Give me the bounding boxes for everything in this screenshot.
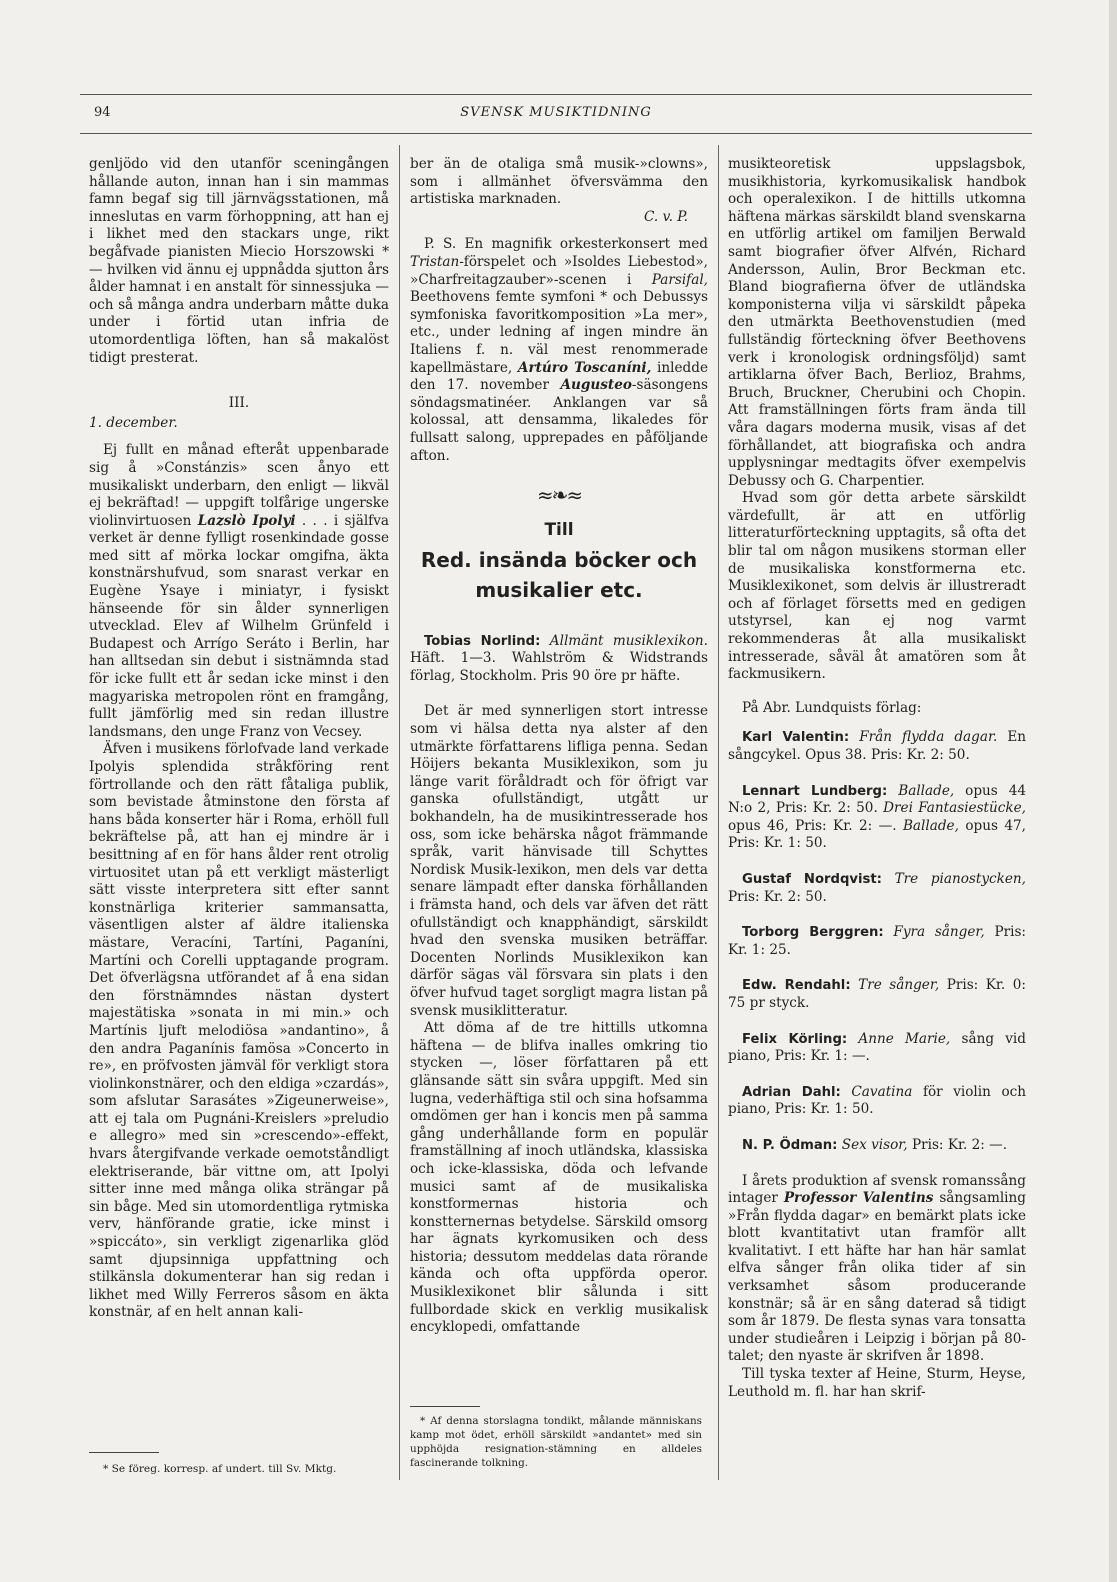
paragraph: Äfven i musikens förlofvade land verkade Ipolyis splendida stråkföring rent förtrollande och den rätt fåtaliga publik, som bevistade åtminstone den första af hans båda konserter här i Roma, erhöll full bekräftelse på, att han ej mindre är i besittning af en för hans ålder rent otrolig virtuositet utan på ett verkligt mästerligt sätt visste interpretera sitt efter sannt konstnärliga kriterier sammansatta, väsentligen alster af äldre italienska mästare, Veracíni, Tartíni, Paganíni, Martíni och Corelli upptagande program. Det öfverlägsna utförandet af å ena sidan den förstnämndes nästan dystert majestätiska »sonata in mi min.» och Martínis ljuft melodiösa »andantino», å den andra Paganínis famösa »Concerto in re», en pröfvosten jämväl för verkligt stora violinkonstnärer, och den eldiga »czardás», som afslutar Sarasátes »Zigeunerweise», att ej tala om Pugnáni-Kreislers »preludio e allegro» med sin »crescendo»-effekt, hvars återgifvande verkade oemotståndligt elektriserande, bär vittne om, att Ipolyi sitter inne med många olika strängar på sin båge. Med sin utomordentliga rytmiska verv, hänförande gratie, icke minst i »spiccáto», sin verkligt zigenarlika glöd samt djupsinniga uppfattning och stilkänsla dokumenterar han sig redan i likhet med Willy Ferreros såsom en äkta konstnär, af en helt annan kali-: [89, 741, 389, 1321]
paragraph: Ej fullt en månad efteråt uppenbarade sig å »Constánzis» scen ånyo ett musikaliskt underbarn, den enligt — likväl ej bekräftad! — uppgift tolfårige ungerske violinvirtuosen Lazslò Ipolyi . . . i själfva verket är denne fylligt rosenkindade gosse med sitt af mörka lockar omgifna, äkta konstnärshufvud, som snarast verkar en Eugène Ysaye i miniatyr, i fysiskt hänseende för sin ålder synnerligen utvecklad. Elev af Wilhelm Grünfeld i Budapest och Arrígo Seráto i Berlin, har han alltsedan sin debut i sistnämnda stad för icke fullt ett år sedan icke minst i den magyariska metropolen rönt en framgång, fullt jämförlig med sin redan illustre landsmans, den unge Franz von Vecsey.: [89, 442, 389, 740]
section-number: III.: [228, 395, 250, 412]
listing-entry: Torborg Berggren: Fyra sånger, Pris: Kr. 1: 25.: [728, 924, 1026, 958]
paragraph: ber än de otaliga små musik-»clowns», som i allmänhet öfversvämma den artistiska marknaden.: [410, 156, 708, 208]
footnote-rule: [410, 1406, 480, 1407]
ornament: ≈❧≈: [536, 483, 582, 508]
journal-title: SVENSK MUSIKTIDNING: [460, 105, 652, 120]
date-heading: 1. december.: [89, 414, 178, 431]
paragraph: Att döma af de tre hittills utkomna häftena — de blifva inalles omkring tio stycken —, löser författaren på ett glänsande sätt sin svåra uppgift. Med sin lugna, vederhäftiga stil och sina hofsamma omdömen ger han i koncis men på samma gång underhållande form en populär framställning af inoch utländska, klassiska och icke-klassiska, döda och lefvande musici samt af de musikaliska konstformernas historia och konstternernas betydelse. Särskild omsorg har ägnats kyrkomusiken och dess historia; dessutom meddelas data rörande kända och ofta uppförda operor. Musiklexikonet blir sålunda i sitt fullbordade skick en verklig musikalisk encyklopedi, omfattande: [410, 1020, 708, 1336]
paragraph: Hvad som gör detta arbete särskildt värdefullt, är att en utförlig litteraturförteckning upptagits, så ofta det blir tal om någon musikens storman eller de musikaliska konstformerna etc. Musiklexikonet, som delvis är illustreradt och af förlaget försetts med en gedigen utstyrsel, kan ej nog varmt rekommenderas åt alla musikaliskt intresserade, såväl åt amatören som åt fackmusikern.: [728, 490, 1026, 683]
paragraph: I årets produktion af svensk romanssång intager Professor Valentins sångsamling »Från flydda dagar» en bemärkt plats icke blott kvantitativt utan framför allt kvalitativt. I ett häfte har han här samlat elfva sånger från olika tider af sin verksamhet såsom producerande konstnär; så är en sång daterad så tidigt som år 1879. De flesta synas vara tonsatta under studieåren i Leipzig i början på 80-talet; den nyaste är skrifven år 1898.: [728, 1172, 1026, 1365]
paragraph: Till tyska texter af Heine, Sturm, Heyse, Leuthold m. fl. har han skrif-: [728, 1366, 1026, 1400]
notice-heading: Till Red. insända böcker och musikalier etc.: [420, 519, 698, 602]
listing-entry: N. P. Ödman: Sex visor, Pris: Kr. 2: —.: [742, 1136, 1008, 1153]
page-header: [80, 94, 1032, 134]
signature: C. v. P.: [644, 208, 688, 225]
paragraph: musikteoretisk uppslagsbok, musikhistoria, kyrkomusikalisk handbok och operalexikon. I de hittills utkomna häftena märkas särskildt bland svenskarna en utförlig artikel om familjen Berwald samt biografier öfver Alfvén, Richard Andersson, Aulin, Bror Beckman etc. Bland biografierna öfver de utländska komponisterna vilja vi särskildt påpeka den utmärkta Beethovenstudien (med fullständig förteckning öfver Beethovens verk i kronologisk ordningsföljd) samt artiklarna öfver Bach, Berlioz, Brahms, Bruch, Bruckner, Cherubini och Chopin. Att framställningen förts fram ända till våra dagars moderna musik, visas af det förhållandet, att biografiska och andra upplysningar medtagits öfver exempelvis Debussy och G. Charpentier.: [728, 156, 1026, 489]
listing-entry: Adrian Dahl: Cavatina för violin och piano, Pris: Kr. 1: 50.: [728, 1083, 1026, 1118]
column-divider: [399, 145, 400, 1480]
paragraph: Det är med synnerligen stort intresse som vi hälsa detta nya alster af den utmärkte författarens lifliga penna. Sedan Höijers bekanta Musiklexikon, som ju länge varit föråldradt och för öfrigt var ganska ofullständigt, utgått ur bokhandeln, ha de musikintresserade hos oss, som icke behärska något främmande språk, varit hänvisade till Schyttes Nordisk Musik-lexikon, men dels var detta senare lämpadt efter danska förhållanden i främsta hand, och dels var äfven det rätt ofullständigt och knapphändigt, särskildt hvad den svenska musiken beträffar. Docenten Norlinds Musiklexikon kan därför sägas väl försvara sin plats i den öfver hufvud taget sorgligt magra listan på svensk musiklitteratur.: [410, 703, 708, 1019]
paragraph: genljödo vid den utanför sceningången hållande auton, innan han i sin mammas famn begaf sig till järnvägsstationen, må inneslutas en varm förhoppning, att han ej i likhet med den stackars unge, rikt begåfvade pianisten Miecio Horszowski * — hvilken vid ännu ej uppnådda sjutton års ålder hamnat i en anstalt för sinnessjuka — och så många andra underbarn måtte duka under i förtid utan infria de utomordentliga löften, han så makalöst tidigt presterat.: [89, 156, 389, 366]
review-heading: Tobias Norlind: Allmänt musiklexikon. Häft. 1—3. Wahlström & Widstrands förlag, Stockholm. Pris 90 öre pr häfte.: [410, 632, 708, 684]
listing-entry: Edw. Rendahl: Tre sånger, Pris: Kr. 0: 75 pr styck.: [728, 977, 1027, 1011]
postscript: P. S. En magnifik orkesterkonsert med Tristan-förspelet och »Isoldes Liebestod», »Charfreitagzauber»-scenen i Parsifal, Beethovens femte symfoni * och Debussys symfoniska favoritkomposition »La mer», etc., under ledning af ingen mindre än Italiens f. n. väl mest renommerade kapellmästare, Artúro Toscaníni, inledde den 17. november Augusteo-säsongens söndagsmatinéer. Anklangen var så kolossal, att densamma, likaledes för fullsatt salong, upprepades en påföljande afton.: [410, 236, 708, 464]
footnote-rule: [89, 1452, 159, 1453]
column-1: [89, 156, 389, 1322]
listing-entry: Felix Körling: Anne Marie, sång vid piano, Pris: Kr. 1: —.: [728, 1030, 1026, 1065]
listing-entry: Karl Valentin: Från flydda dagar. En sångcykel. Opus 38. Pris: Kr. 2: 50.: [728, 729, 1026, 763]
column-divider: [718, 145, 719, 1480]
column-3: [728, 156, 1026, 1401]
listing-entry: Lennart Lundberg: Ballade, opus 44 N:o 2, Pris: Kr. 2: 50. Drei Fantasiestücke, opus 46, Pris: Kr. 2: —. Ballade, opus 47, Pris: Kr. 1: 50.: [728, 782, 1026, 852]
violinist-name: Lazslò Ipolyi: [197, 512, 296, 529]
publisher-line: På Abr. Lundquists förlag:: [742, 699, 922, 716]
column-2: [410, 156, 708, 1337]
footnote: * Se föreg. korresp. af undert. till Sv. Mktg.: [103, 1463, 337, 1475]
footnote: * Af denna storslagna tondikt, målande människans kamp mot ödet, erhöll särskildt »andantet» med sin upphöjda resignation-stämning en alldeles fascinerande tolkning.: [410, 1415, 702, 1469]
page-number: 94: [94, 105, 111, 120]
listing-entry: Gustaf Nordqvist: Tre pianostycken, Pris: Kr. 2: 50.: [728, 870, 1026, 905]
page-edge: [1109, 0, 1117, 1582]
